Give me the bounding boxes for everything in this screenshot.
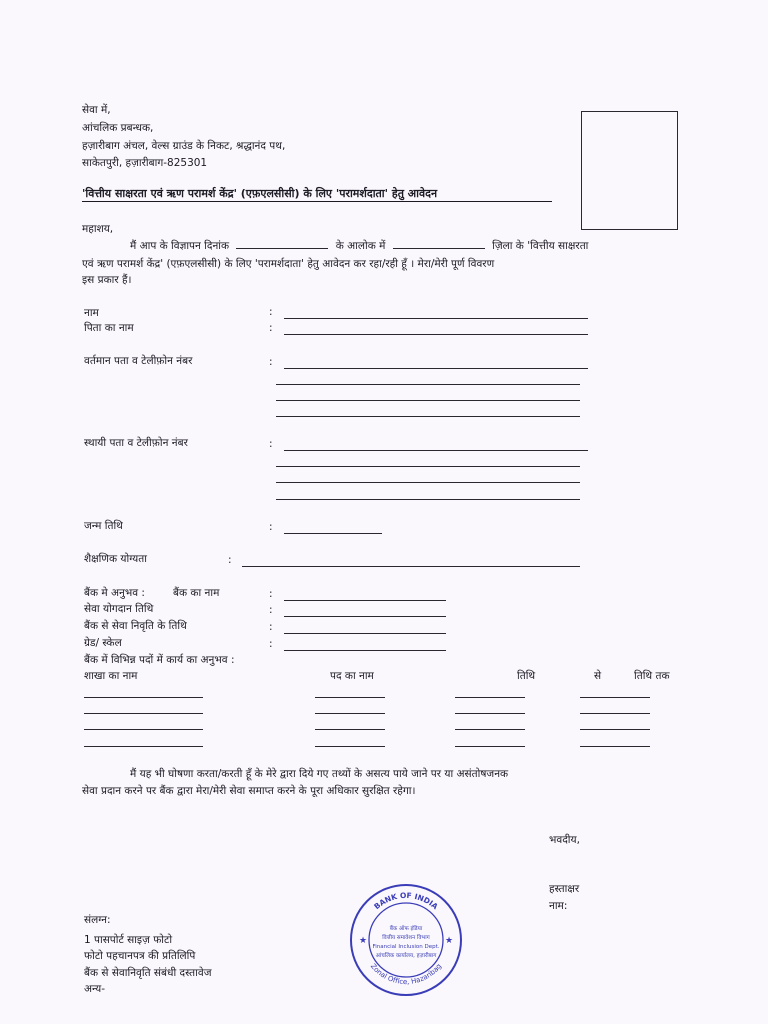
address-line-3: हज़ारीबाग अंचल, वेल्स ग्राउंड के निकट, श्रद्धानंद पथ,	[82, 140, 286, 152]
father-name-label: पिता का नाम	[84, 322, 134, 334]
address-line-2: आंचलिक प्रबन्धक,	[82, 122, 154, 134]
table-row-4-branch[interactable]	[84, 746, 203, 747]
experience-label: बैंक मे अनुभव :	[84, 587, 145, 599]
permanent-address-colon: :	[269, 438, 273, 450]
education-field[interactable]	[242, 566, 580, 567]
father-name-colon: :	[269, 322, 273, 334]
advert-date-field[interactable]	[236, 248, 328, 249]
bank-name-label: बैंक का नाम	[173, 587, 220, 599]
bank-name-field[interactable]	[284, 600, 446, 601]
seal-bank-hindi: बैंक ऑफ इंडिया	[389, 926, 423, 932]
current-address-field-4[interactable]	[276, 416, 580, 417]
title-underline	[82, 201, 552, 202]
table-row-1-to-date[interactable]	[580, 697, 650, 698]
salutation: महाशय,	[82, 223, 114, 235]
enclosures-heading: संलग्न:	[84, 914, 111, 926]
post-header: पद का नाम	[330, 670, 374, 682]
enclosure-item-2: फोटो पहचानपत्र की प्रतिलिपि	[84, 950, 196, 962]
intro-line-3: इस प्रकार हैं।	[82, 274, 132, 286]
intro-part-3: ज़िला के 'वित्तीय साक्षरता	[492, 240, 589, 252]
name-field[interactable]	[284, 318, 588, 319]
declaration-line-2: सेवा प्रदान करने पर बैंक द्वारा मेरा/मेरी सेवा समाप्त करने के पूरा अधिकार सुरक्षित रहेगा।	[82, 785, 416, 797]
permanent-address-field-1[interactable]	[284, 450, 588, 451]
branch-header: शाखा का नाम	[84, 670, 138, 682]
table-row-3-date[interactable]	[455, 729, 525, 730]
permanent-address-field-4[interactable]	[276, 499, 580, 500]
table-row-3-post[interactable]	[315, 729, 385, 730]
intro-part-2: के आलोक में	[335, 240, 386, 252]
permanent-address-label: स्थायी पता व टेलीफ़ोन नंबर	[84, 437, 188, 449]
photo-box	[581, 111, 678, 230]
to-date-header: तिथि तक	[634, 670, 670, 682]
permanent-address-field-3[interactable]	[276, 482, 580, 483]
posts-experience-label: बैंक में विभिन्न पदों में कार्य का अनुभव :	[84, 654, 235, 666]
father-name-field[interactable]	[284, 334, 588, 335]
seal-star-left-icon: ★	[359, 936, 368, 946]
table-row-3-branch[interactable]	[84, 729, 203, 730]
enclosure-item-4: अन्य-	[84, 983, 105, 995]
declaration-line-1: मैं यह भी घोषणा करता/करती हूँ के मेरे द्वारा दिये गए तथ्यों के असत्य पाये जाने पर या असंतोषजनक	[130, 768, 509, 780]
current-address-label: वर्तमान पता व टेलीफ़ोन नंबर	[84, 355, 193, 367]
education-colon: :	[228, 554, 232, 566]
bank-seal-stamp	[348, 882, 464, 998]
closing: भवदीय,	[549, 834, 580, 846]
grade-field[interactable]	[284, 650, 446, 651]
table-row-2-to-date[interactable]	[580, 713, 650, 714]
dob-field[interactable]	[284, 533, 382, 534]
enclosure-item-3: बैंक से सेवानिवृति संबंधी दस्तावेज	[84, 967, 212, 979]
grade-label: ग्रेड/ स्केल	[84, 637, 122, 649]
joining-date-label: सेवा योगदान तिथि	[84, 603, 154, 615]
permanent-address-field-2[interactable]	[276, 466, 580, 467]
intro-part-1: मैं आप के विज्ञापन दिनांक	[130, 240, 230, 252]
seal-office-hindi: आंचलिक कार्यालय, हज़ारीबाग	[375, 953, 437, 959]
joining-date-field[interactable]	[284, 616, 446, 617]
current-address-field-2[interactable]	[276, 384, 580, 385]
bank-name-colon: :	[269, 588, 273, 600]
table-row-2-date[interactable]	[455, 713, 525, 714]
name-label: नाम	[84, 307, 99, 319]
enclosure-item-1: 1 पासपोर्ट साइज़ फोटो	[84, 934, 173, 946]
address-line-4: साकेतपुरी, हज़ारीबाग-825301	[82, 157, 208, 169]
table-row-2-branch[interactable]	[84, 713, 203, 714]
table-row-2-post[interactable]	[315, 713, 385, 714]
table-row-4-post[interactable]	[315, 746, 385, 747]
table-row-1-post[interactable]	[315, 697, 385, 698]
address-line-1: सेवा में,	[82, 104, 111, 116]
seal-office: Zonal Office, Hazaribag	[368, 962, 444, 987]
table-row-4-to-date[interactable]	[580, 746, 650, 747]
table-row-1-date[interactable]	[455, 697, 525, 698]
intro-line-2: एवं ऋण परामर्श केंद्र' (एफ़एलसीसी) के लिए 'परामर्शदाता' हेतु आवेदन कर रहा/रही हूँ । मेरा/मेरी पूर्ण विवरण	[82, 258, 495, 270]
retirement-date-field[interactable]	[284, 633, 446, 634]
education-label: शैक्षणिक योग्यता	[84, 553, 147, 565]
dob-label: जन्म तिथि	[84, 520, 123, 532]
table-row-3-to-date[interactable]	[580, 729, 650, 730]
district-field[interactable]	[393, 248, 485, 249]
retirement-date-label: बैंक से सेवा निवृति के तिथि	[84, 620, 187, 632]
signature-label: हस्ताक्षर	[549, 883, 580, 895]
current-address-field-1[interactable]	[284, 368, 588, 369]
intro-line-1	[130, 239, 588, 253]
seal-dept: Financial Inclusion Dept.	[372, 944, 440, 950]
from-header: से	[594, 670, 602, 682]
name-colon: :	[269, 306, 273, 318]
retirement-date-colon: :	[269, 621, 273, 633]
seal-star-right-icon: ★	[445, 936, 454, 946]
seal-bank-name: BANK OF INDIA	[372, 890, 440, 912]
sign-name-label: नाम:	[549, 900, 568, 912]
dob-colon: :	[269, 521, 273, 533]
form-title: 'वित्तीय साक्षरता एवं ऋण परामर्श केंद्र' (एफ़एलसीसी) के लिए 'परामर्शदाता' हेतु आवेदन	[82, 187, 438, 200]
table-row-4-date[interactable]	[455, 746, 525, 747]
date-header: तिथि	[517, 670, 536, 682]
grade-colon: :	[269, 638, 273, 650]
seal-dept-hindi: वित्तीय समावेशन विभाग	[382, 935, 430, 941]
current-address-colon: :	[269, 356, 273, 368]
current-address-field-3[interactable]	[276, 400, 580, 401]
joining-date-colon: :	[269, 604, 273, 616]
table-row-1-branch[interactable]	[84, 697, 203, 698]
